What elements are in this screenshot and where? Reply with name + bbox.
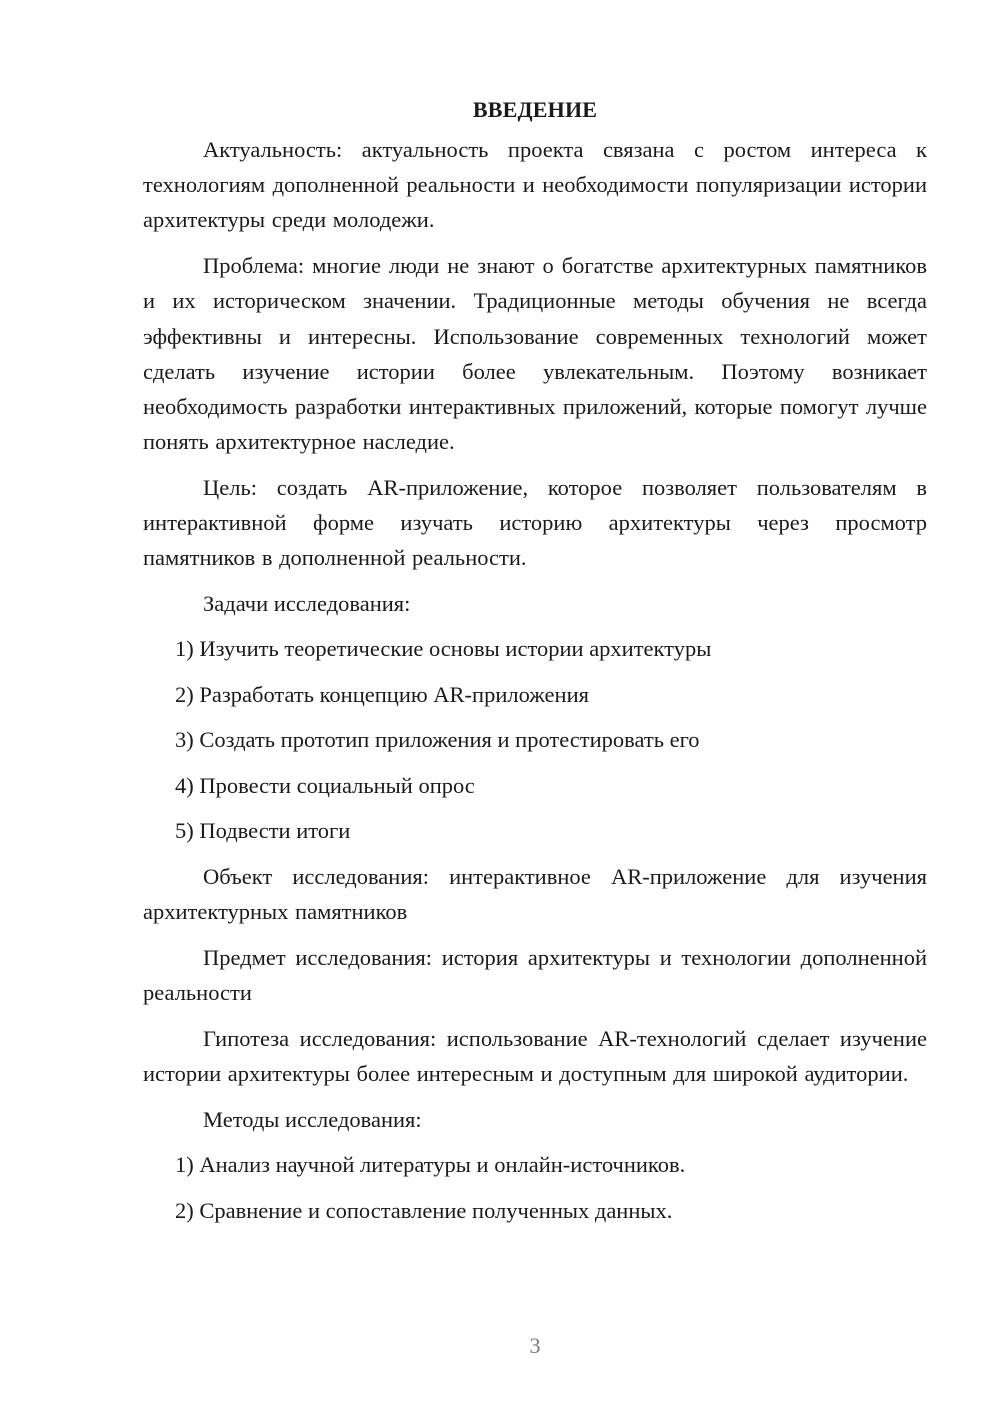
method-item: 1) Анализ научной литературы и онлайн-источников. [175,1152,686,1178]
task-item: 2) Разработать концепцию AR-приложения [175,681,589,707]
methods-label: Методы исследования: [203,1106,422,1132]
section-heading: ВВЕДЕНИЕ [472,97,598,122]
relevance-paragraph: Актуальность: актуальность проекта связана с ростом интереса к технологиям дополненной реальности и необходимости популяризации истории архитектуры среди молодежи. [143,137,927,233]
task-item: 4) Провести социальный опрос [175,772,475,798]
problem-paragraph: Проблема: многие люди не знают о богатстве архитектурных памятников и их историческом значении. Традиционные методы обучения не всегда эффективны и интересны. Использование современных технологий может сделать изучение истории более увлекательным. Поэтому возникает необходимость разработки интерактивных приложений, которые помогут лучше понять архитектурное наследие. [143,253,927,455]
method-item: 2) Сравнение и сопоставление полученных данных. [175,1197,673,1223]
document-page [143,92,927,1238]
tasks-list [143,631,927,848]
hypothesis-paragraph: Гипотеза исследования: использование AR-технологий сделает изучение истории архитектуры более интересным и доступным для широкой аудитории. [143,1025,927,1086]
methods-list [143,1147,927,1228]
subject-paragraph: Предмет исследования: история архитектуры и технологии дополненной реальности [143,944,927,1006]
page-number: 3 [529,1333,541,1358]
task-item: 1) Изучить теоретические основы истории архитектуры [175,636,712,662]
goal-paragraph: Цель: создать AR-приложение, которое позволяет пользователям в интерактивной форме изучать историю архитектуры через просмотр памятников в дополненной реальности. [143,474,927,571]
object-paragraph: Объект исследования: интерактивное AR-приложение для изучения архитектурных памятников [143,863,927,925]
tasks-label: Задачи исследования: [203,590,411,616]
task-item: 3) Создать прототип приложения и протестировать его [175,727,700,753]
task-item: 5) Подвести итоги [175,818,351,844]
